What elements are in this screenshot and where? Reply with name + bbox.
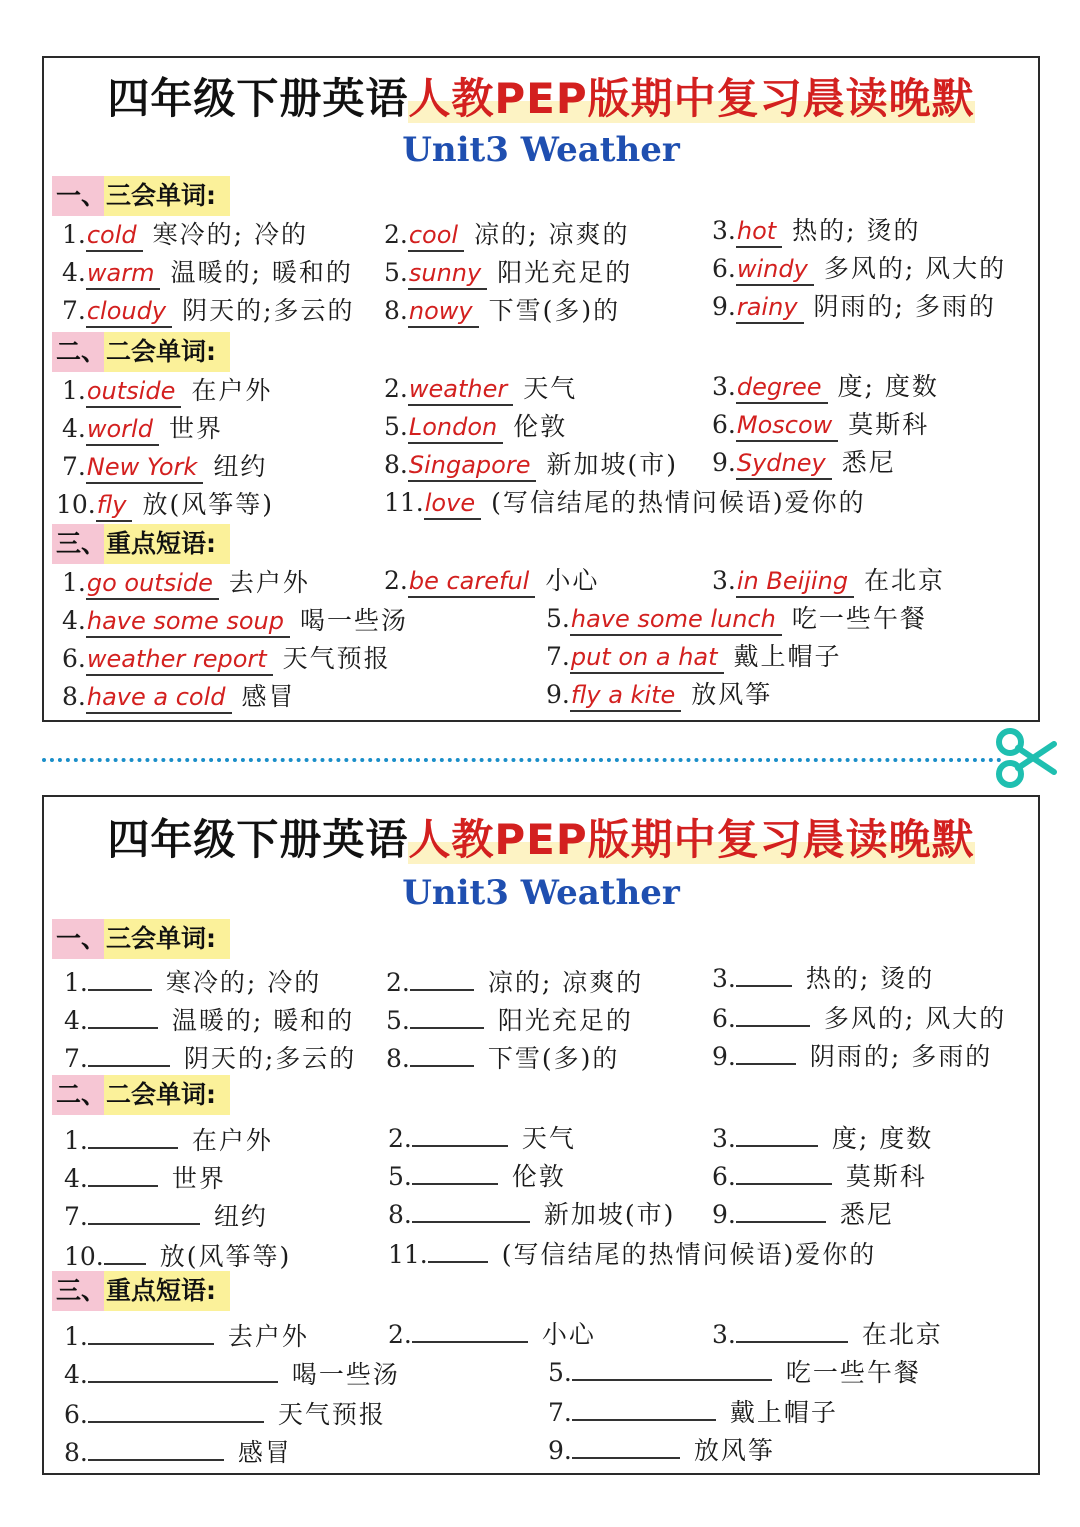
item-number: 2.: [388, 1124, 412, 1153]
item-number: 4.: [62, 258, 86, 287]
chinese-meaning: 小心: [545, 566, 600, 595]
chinese-meaning: 天气预报: [277, 1400, 386, 1429]
dictation-item: [712, 1193, 894, 1234]
chinese-meaning: 感冒: [237, 1438, 292, 1467]
vocab-item: [712, 444, 896, 482]
item-number: 1.: [62, 568, 86, 597]
dictation-item: [388, 1155, 566, 1196]
item-number: 3.: [712, 566, 736, 595]
answer-blank[interactable]: [412, 1155, 498, 1185]
item-number: 8.: [386, 1044, 410, 1073]
dictation-item: [712, 1035, 992, 1076]
item-number: 2.: [384, 566, 408, 595]
dictation-item: [64, 961, 321, 1002]
answer-blank[interactable]: [572, 1391, 716, 1421]
chinese-meaning: 下雪(多)的: [487, 1044, 620, 1073]
vocab-item: [62, 410, 223, 448]
chinese-meaning: 阴天的;多云的: [183, 1044, 357, 1073]
answer-blank[interactable]: [572, 1351, 772, 1381]
answer-blank[interactable]: [88, 961, 152, 991]
english-answer: fly: [96, 490, 133, 522]
chinese-meaning: 度; 度数: [837, 372, 939, 401]
english-answer: world: [86, 414, 159, 446]
item-number: 3.: [712, 216, 736, 245]
chinese-meaning: 在北京: [864, 566, 946, 595]
vocab-item: [712, 250, 1006, 288]
item-number: 8.: [388, 1200, 412, 1229]
dictation-item: [386, 961, 643, 1002]
english-answer: put on a hat: [570, 642, 724, 674]
item-number: 5.: [548, 1358, 572, 1387]
answer-blank[interactable]: [736, 997, 810, 1027]
english-answer: nowy: [408, 296, 479, 328]
vocab-item: [384, 446, 678, 484]
item-number: 8.: [384, 450, 408, 479]
vocab-item: [384, 292, 620, 330]
vocab-item: [546, 600, 927, 638]
chinese-meaning: 去户外: [228, 568, 310, 597]
chinese-meaning: 凉的; 凉爽的: [487, 968, 644, 997]
item-number: 3.: [712, 1124, 736, 1153]
english-answer: cloudy: [86, 296, 172, 328]
answer-blank[interactable]: [104, 1235, 146, 1265]
vocab-item: [56, 486, 274, 524]
vocab-item: [384, 370, 577, 408]
item-number: 11.: [384, 488, 424, 517]
item-number: 4.: [62, 414, 86, 443]
english-answer: in Beijing: [736, 566, 854, 598]
answer-blank[interactable]: [412, 1117, 508, 1147]
chinese-meaning: 伦敦: [513, 412, 568, 441]
dictation-item: [548, 1429, 775, 1470]
dictation-item: [388, 1233, 876, 1274]
dictation-item: [388, 1193, 675, 1234]
vocab-item: [62, 292, 355, 330]
item-number: 7.: [64, 1202, 88, 1231]
chinese-meaning: 莫斯科: [848, 410, 930, 439]
vocab-item: [712, 288, 996, 326]
english-answer: cold: [86, 220, 143, 252]
item-number: 10.: [56, 490, 96, 519]
item-number: 9.: [712, 1042, 736, 1071]
dictation-item: [712, 997, 1006, 1038]
item-number: 7.: [548, 1398, 572, 1427]
item-number: 5.: [388, 1162, 412, 1191]
item-number: 5.: [384, 258, 408, 287]
chinese-meaning: 热的; 烫的: [792, 216, 921, 245]
vocab-item: [546, 638, 842, 676]
chinese-meaning: 世界: [171, 1164, 226, 1193]
vocab-item: [62, 640, 391, 678]
item-number: 2.: [386, 968, 410, 997]
chinese-meaning: 悉尼: [841, 448, 896, 477]
chinese-meaning: 温暖的; 暖和的: [170, 258, 353, 287]
section-heading-three-skill: 一、三会单词:: [52, 176, 230, 216]
chinese-meaning: 凉的; 凉爽的: [474, 220, 630, 249]
item-number: 4.: [62, 606, 86, 635]
dictation-item: [64, 1119, 273, 1160]
english-answer: New York: [86, 452, 203, 484]
vocab-item: [384, 484, 866, 522]
vocab-item: [712, 406, 929, 444]
item-number: 5.: [546, 604, 570, 633]
answer-blank[interactable]: [88, 1195, 200, 1225]
item-number: 7.: [62, 296, 86, 325]
answer-blank[interactable]: [88, 1353, 278, 1383]
dictation-item: [64, 1431, 292, 1472]
answer-blank[interactable]: [88, 1037, 170, 1067]
item-number: 9.: [712, 292, 736, 321]
dictation-item: [548, 1391, 838, 1432]
vocab-item: [62, 602, 408, 640]
item-number: 9.: [712, 448, 736, 477]
cut-line: [42, 758, 1002, 762]
chinese-meaning: 感冒: [241, 682, 296, 711]
item-number: 9.: [712, 1200, 736, 1229]
english-answer: London: [408, 412, 503, 444]
item-number: 6.: [712, 1004, 736, 1033]
chinese-meaning: 天气: [521, 1124, 576, 1153]
english-answer: weather report: [86, 644, 273, 676]
vocab-item: [712, 562, 945, 600]
english-answer: Singapore: [408, 450, 537, 482]
vocab-item: [384, 562, 599, 600]
item-number: 10.: [64, 1242, 104, 1271]
vocab-item: [384, 254, 632, 292]
chinese-meaning: 纽约: [213, 452, 268, 481]
chinese-meaning: 寒冷的; 冷的: [165, 968, 322, 997]
item-number: 4.: [64, 1164, 88, 1193]
item-number: 7.: [62, 452, 86, 481]
chinese-meaning: 阳光充足的: [497, 258, 633, 287]
item-number: 1.: [64, 1322, 88, 1351]
chinese-meaning: 天气预报: [282, 644, 391, 673]
chinese-meaning: 喝一些汤: [291, 1360, 400, 1389]
chinese-meaning: 去户外: [227, 1322, 309, 1351]
answer-blank[interactable]: [410, 999, 484, 1029]
answer-blank[interactable]: [88, 1119, 178, 1149]
vocab-item: [546, 676, 772, 714]
page-title: [44, 66, 1038, 126]
item-number: 3.: [712, 372, 736, 401]
item-number: 9.: [546, 680, 570, 709]
vocab-item: [62, 216, 308, 254]
item-number: 1.: [64, 1126, 88, 1155]
english-answer: have some lunch: [570, 604, 782, 636]
vocab-item: [62, 678, 296, 716]
answer-blank[interactable]: [412, 1313, 528, 1343]
section-heading-two-skill: 二、二会单词:: [52, 332, 230, 372]
chinese-meaning: 多风的; 风大的: [823, 1004, 1007, 1033]
dictation-item: [64, 1393, 386, 1434]
english-answer: have some soup: [86, 606, 290, 638]
chinese-meaning: 放(风筝等): [159, 1242, 292, 1271]
english-answer: cool: [408, 220, 464, 252]
item-number: 8.: [384, 296, 408, 325]
english-answer: outside: [86, 376, 181, 408]
chinese-meaning: 多风的; 风大的: [823, 254, 1007, 283]
chinese-meaning: 度; 度数: [831, 1124, 934, 1153]
chinese-meaning: 下雪(多)的: [488, 296, 621, 325]
chinese-meaning: 悉尼: [839, 1200, 894, 1229]
title-black-part: 四年级下册英语: [107, 815, 409, 864]
answer-blank[interactable]: [88, 1315, 214, 1345]
dictation-item: [712, 1155, 927, 1196]
english-answer: warm: [86, 258, 161, 290]
vocab-item: [384, 408, 567, 446]
vocab-item: [62, 564, 310, 602]
dictation-item: [712, 957, 934, 998]
chinese-meaning: 放风筝: [691, 680, 773, 709]
chinese-meaning: 吃一些午餐: [785, 1358, 921, 1387]
item-number: 8.: [62, 682, 86, 711]
item-number: 2.: [384, 220, 408, 249]
answer-blank[interactable]: [736, 1117, 818, 1147]
english-answer: be careful: [408, 566, 536, 598]
answer-blank[interactable]: [88, 1431, 224, 1461]
item-number: 5.: [386, 1006, 410, 1035]
chinese-meaning: (写信结尾的热情问候语)爱你的: [491, 488, 866, 517]
english-answer: Sydney: [736, 448, 832, 480]
title-red-part: 人教PEP版期中复习晨读晚默: [408, 74, 975, 123]
chinese-meaning: 戴上帽子: [733, 642, 842, 671]
title-red-part: 人教PEP版期中复习晨读晚默: [408, 815, 975, 864]
item-number: 1.: [62, 376, 86, 405]
dictation-item: [64, 999, 354, 1040]
vocab-item: [384, 216, 629, 254]
chinese-meaning: 喝一些汤: [299, 606, 408, 635]
section-heading-phrases: 三、重点短语:: [52, 524, 230, 564]
chinese-meaning: 吃一些午餐: [791, 604, 927, 633]
vocab-item: [712, 368, 939, 406]
chinese-meaning: 阳光充足的: [497, 1006, 633, 1035]
vocab-item: [62, 448, 267, 486]
chinese-meaning: 纽约: [213, 1202, 268, 1231]
dictation-item: [64, 1195, 268, 1236]
dictation-item: [712, 1313, 943, 1354]
item-number: 11.: [388, 1240, 428, 1269]
scissors-icon: [992, 726, 1058, 790]
item-number: 1.: [62, 220, 86, 249]
chinese-meaning: 新加坡(市): [546, 450, 678, 479]
item-number: 6.: [712, 1162, 736, 1191]
dictation-item: [64, 1157, 226, 1198]
chinese-meaning: 放风筝: [693, 1436, 775, 1465]
item-number: 2.: [388, 1320, 412, 1349]
answer-blank[interactable]: [88, 1393, 264, 1423]
chinese-meaning: 世界: [168, 414, 223, 443]
answer-blank[interactable]: [736, 1155, 832, 1185]
item-number: 6.: [712, 410, 736, 439]
answer-blank[interactable]: [736, 1035, 796, 1065]
dictation-item: [548, 1351, 921, 1392]
item-number: 6.: [62, 644, 86, 673]
item-number: 4.: [64, 1360, 88, 1389]
item-number: 1.: [64, 968, 88, 997]
english-answer: sunny: [408, 258, 487, 290]
english-answer: Moscow: [736, 410, 838, 442]
section-heading-two-skill: 二、二会单词:: [52, 1075, 230, 1115]
item-number: 7.: [64, 1044, 88, 1073]
answer-blank[interactable]: [428, 1233, 488, 1263]
item-number: 3.: [712, 964, 736, 993]
chinese-meaning: 阴雨的; 多雨的: [809, 1042, 993, 1071]
chinese-meaning: 莫斯科: [845, 1162, 927, 1191]
answer-blank[interactable]: [88, 999, 158, 1029]
dictation-item: [64, 1315, 309, 1356]
vocab-item: [62, 372, 272, 410]
chinese-meaning: 在北京: [861, 1320, 943, 1349]
dictation-item: [712, 1117, 933, 1158]
unit-title: Unit3 Weather: [402, 873, 680, 913]
english-answer: rainy: [736, 292, 804, 324]
chinese-meaning: 阴天的;多云的: [182, 296, 355, 325]
answer-blank[interactable]: [410, 961, 474, 991]
answer-sheet-card: [42, 56, 1040, 722]
dictation-item: [388, 1117, 576, 1158]
item-number: 5.: [384, 412, 408, 441]
item-number: 4.: [64, 1006, 88, 1035]
english-answer: fly a kite: [570, 680, 681, 712]
chinese-meaning: 在户外: [191, 1126, 273, 1155]
item-number: 7.: [546, 642, 570, 671]
dictation-item: [64, 1037, 356, 1078]
item-number: 6.: [64, 1400, 88, 1429]
english-answer: degree: [736, 372, 828, 404]
answer-blank[interactable]: [736, 1193, 826, 1223]
vocab-item: [712, 212, 921, 250]
dictation-item: [64, 1235, 291, 1276]
chinese-meaning: (写信结尾的热情问候语)爱你的: [501, 1240, 877, 1269]
english-answer: have a cold: [86, 682, 232, 714]
chinese-meaning: 天气: [523, 374, 578, 403]
english-answer: go outside: [86, 568, 219, 600]
item-number: 3.: [712, 1320, 736, 1349]
item-number: 9.: [548, 1436, 572, 1465]
chinese-meaning: 新加坡(市): [543, 1200, 676, 1229]
english-answer: weather: [408, 374, 513, 406]
dictation-item: [386, 1037, 619, 1078]
dictation-item: [388, 1313, 596, 1354]
answer-blank[interactable]: [736, 1313, 848, 1343]
answer-blank[interactable]: [410, 1037, 474, 1067]
answer-blank[interactable]: [736, 957, 792, 987]
english-answer: love: [424, 488, 481, 520]
chinese-meaning: 阴雨的; 多雨的: [813, 292, 996, 321]
chinese-meaning: 放(风筝等): [142, 490, 274, 519]
chinese-meaning: 伦敦: [511, 1162, 566, 1191]
unit-title: Unit3 Weather: [402, 130, 680, 170]
item-number: 8.: [64, 1438, 88, 1467]
title-black-part: 四年级下册英语: [107, 74, 409, 123]
vocab-item: [62, 254, 353, 292]
chinese-meaning: 寒冷的; 冷的: [152, 220, 309, 249]
dictation-item: [64, 1353, 400, 1394]
section-heading-phrases: 三、重点短语:: [52, 1271, 230, 1311]
page-title: [44, 807, 1038, 867]
english-answer: hot: [736, 216, 782, 248]
answer-blank[interactable]: [412, 1193, 530, 1223]
section-heading-three-skill: 一、三会单词:: [52, 919, 230, 959]
chinese-meaning: 热的; 烫的: [805, 964, 935, 993]
dictation-item: [386, 999, 633, 1040]
answer-blank[interactable]: [88, 1157, 158, 1187]
chinese-meaning: 温暖的; 暖和的: [171, 1006, 355, 1035]
chinese-meaning: 小心: [541, 1320, 596, 1349]
item-number: 2.: [384, 374, 408, 403]
answer-blank[interactable]: [572, 1429, 680, 1459]
item-number: 6.: [712, 254, 736, 283]
dictation-sheet-card: [42, 795, 1040, 1475]
chinese-meaning: 在户外: [191, 376, 273, 405]
english-answer: windy: [736, 254, 814, 286]
chinese-meaning: 戴上帽子: [729, 1398, 838, 1427]
